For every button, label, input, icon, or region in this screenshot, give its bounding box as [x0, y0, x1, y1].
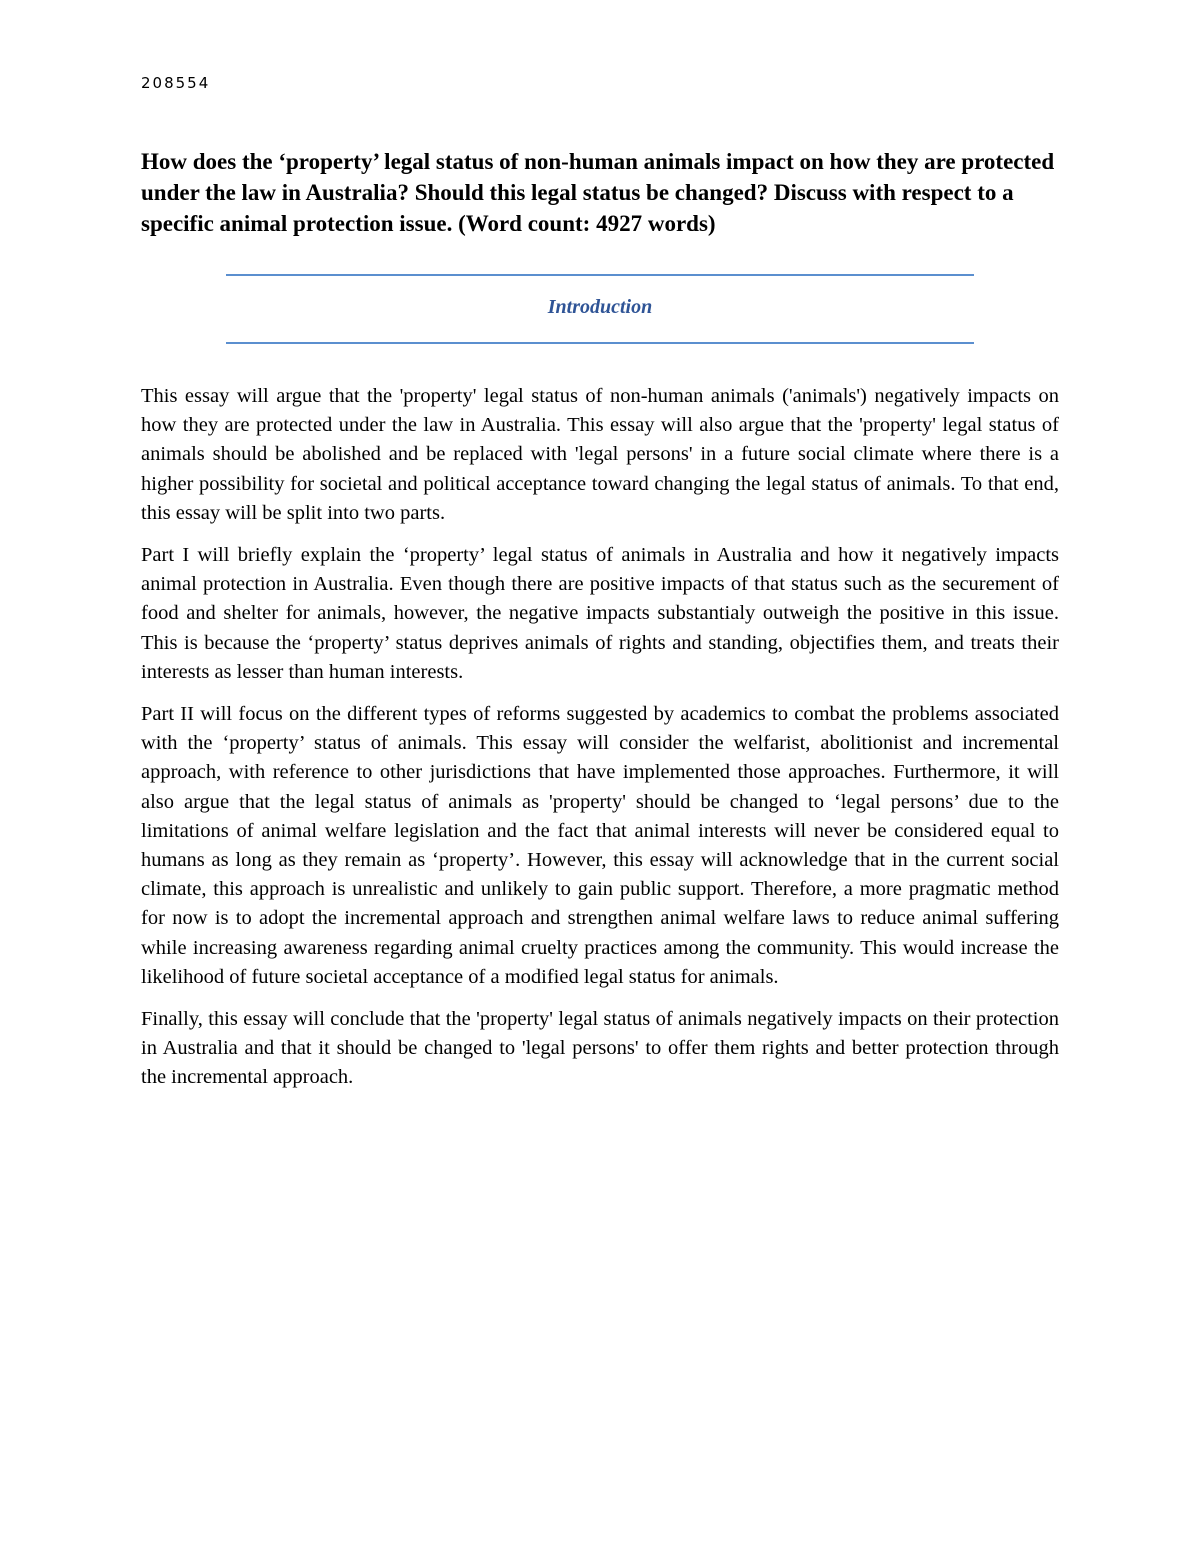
paragraph-1: This essay will argue that the 'property' legal status of non-human animals ('animals') negatively impacts on how they are protected under the law in Australia. This essay will also argue that the 'property' legal status of animals should be abolished and be replaced with 'legal persons' in a future social climate where there is a higher possibility for societal and political acceptance toward changing the legal status of animals. To that end, this essay will be split into two parts. [141, 385, 1059, 524]
heading-rule-top [226, 274, 974, 276]
student-id: 208554 [141, 74, 211, 92]
introduction-body [141, 382, 1059, 1106]
paragraph-4: Finally, this essay will conclude that the 'property' legal status of animals negatively impacts on their protection in Australia and that it should be changed to 'legal persons' to offer them rights and better protection through the incremental approach. [141, 1008, 1059, 1089]
section-heading-introduction: Introduction [547, 296, 653, 318]
essay-question: How does the ‘property’ legal status of non-human animals impact on how they are protected under the law in Australia? Should this legal status be changed? Discuss with respect to a specific animal protection issue. (Word count: 4927 words) [141, 149, 1055, 236]
heading-rule-bottom [226, 342, 974, 344]
paragraph-3: Part II will focus on the different types of reforms suggested by academics to combat the problems associated with the ‘property’ status of animals. This essay will consider the welfarist, abolitionist and incremental approach, with reference to other jurisdictions that have implemented those approaches. Furthermore, it will also argue that the legal status of animals as 'property' should be changed to ‘legal persons’ due to the limitations of animal welfare legislation and the fact that animal interests will never be considered equal to humans as long as they remain as ‘property’. However, this essay will acknowledge that in the current social climate, this approach is unrealistic and unlikely to gain public support. Therefore, a more pragmatic method for now is to adopt the incremental approach and strengthen animal welfare laws to reduce animal suffering while increasing awareness regarding animal cruelty practices among the community. This would increase the likelihood of future societal acceptance of a modified legal status for animals. [141, 703, 1059, 988]
paragraph-2: Part I will briefly explain the ‘property’ legal status of animals in Australia and how it negatively impacts animal protection in Australia. Even though there are positive impacts of that status such as the securement of food and shelter for animals, however, the negative impacts substantialy outweigh the positive in this issue. This is because the ‘property’ status deprives animals of rights and standing, objectifies them, and treats their interests as lesser than human interests. [141, 544, 1059, 683]
